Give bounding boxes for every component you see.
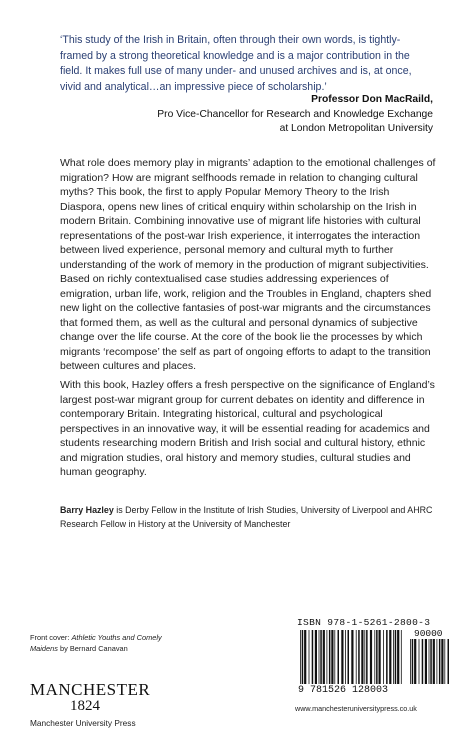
cover-art-title: Athletic Youths and Comely Maidens [30, 633, 162, 653]
endorser-role-line-2: at London Metropolitan University [279, 123, 433, 135]
isbn-barcode [296, 628, 451, 686]
barcode-digits: 9 781526 128003 [298, 685, 389, 696]
publisher-url: www.manchesteruniversitypress.co.uk [295, 704, 417, 713]
price-barcode-bars [410, 639, 449, 684]
endorsement-attribution [103, 93, 433, 137]
description-paragraph-1: What role does memory play in migrants’ adaption to the emotional challenges of migration? How are migrant selfhoods remade in relation to changing cultural myths? This book, the first to apply Popular Memory Theory to the Irish Diaspora, opens new lines of critical enquiry within scholarship on the Irish in modern Britain. Combining innovative use of migrant life histories with cultural representations of the post-war Irish experience, it interrogates the interaction between lived experience, personal memory and cultural myth to further understanding of the work of memory in the production of migrant subjectivities. Based on richly contextualised case studies addressing experiences of emigration, urban life, work, religion and the Troubles in England, chapters shed new light on the collective fantasies of post-war migrants and the circumstances that formed them, as well as the cultural and personal dynamics of subjective change over the life course. At the core of the book lie the processes by which migrants ‘recompose’ the self as part of ongoing efforts to adapt to the transition between cultures and places. [60, 157, 436, 372]
price-code: 90000 [414, 628, 443, 639]
author-bio [60, 504, 440, 531]
endorsement-quote: ‘This study of the Irish in Britain, often through their own words, is tightly-framed by a strong theoretical knowledge and is a major contribution in the field. It makes full use of many under- and unused archives and is, at once, vivid and analytical…an impressive piece of scholarship.’ [60, 34, 412, 93]
cover-credit-artist: by Bernard Canavan [57, 644, 128, 653]
endorser-role-line-1: Pro Vice-Chancellor for Research and Knowledge Exchange [157, 108, 433, 120]
cover-credit-prefix: Front cover: [30, 633, 72, 642]
barcode-bars [300, 630, 402, 684]
isbn-label [297, 617, 447, 628]
publisher-logo [30, 681, 170, 728]
endorser-name: Professor Don MacRaild, [311, 94, 433, 105]
publisher-logo-word: MANCHESTER [30, 680, 151, 699]
description-paragraph-2: With this book, Hazley offers a fresh perspective on the significance of England’s largest post-war migrant group for current debates on identity and difference in contemporary Britain. Integrating historical, cultural and psychological perspectives in an innovative way, it will be essential reading for academics and students researching modern British and Irish social and cultural history, ethnic and migration studies, oral history and memory studies, cultural studies and human geography. [60, 379, 435, 478]
publisher-name: Manchester University Press [30, 718, 136, 728]
publisher-logo-year: 1824 [70, 698, 100, 714]
author-bio-text: is Derby Fellow in the Institute of Irish Studies, University of Liverpool and AHRC Research Fellow in History at the University of Manchester [60, 505, 433, 529]
author-name: Barry Hazley [60, 505, 114, 515]
cover-credit [30, 632, 190, 654]
isbn-number: ISBN 978-1-5261-2800-3 [297, 617, 431, 628]
